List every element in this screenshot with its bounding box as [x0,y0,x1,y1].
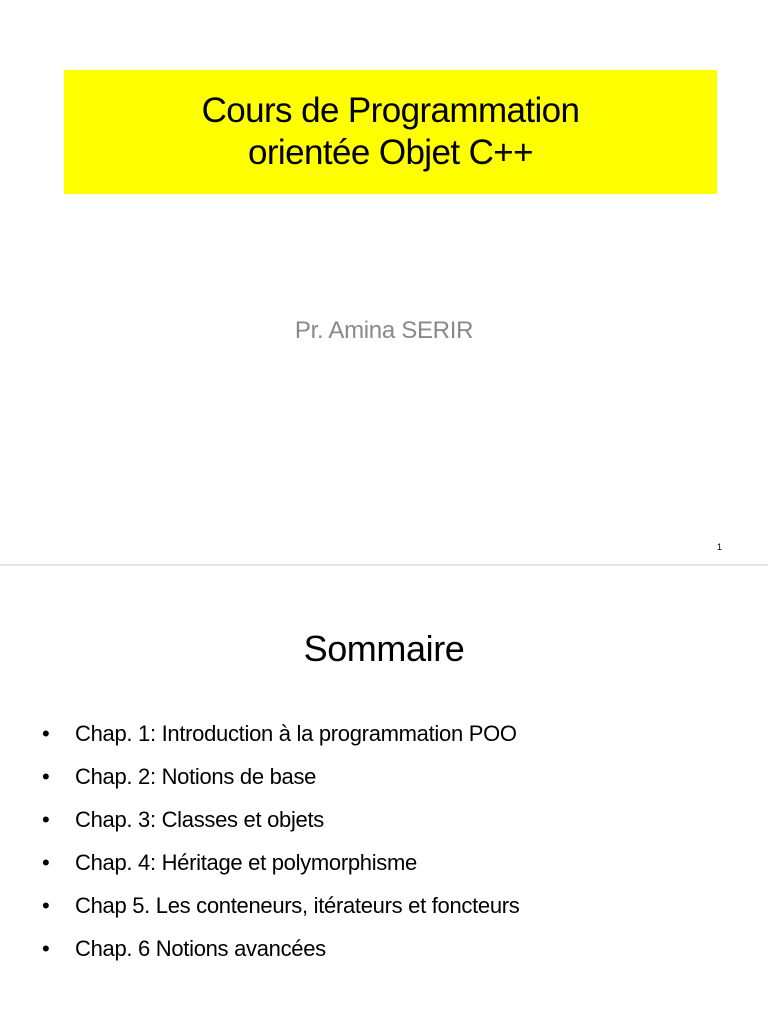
title-highlight-box [64,70,717,194]
chapter-label: Chap. 3: Classes et objets [75,807,325,832]
bullet-icon: • [42,764,50,789]
bullet-icon: • [42,893,50,918]
course-title-line-2: orientée Objet C++ [248,133,533,172]
chapter-item [42,884,520,927]
bullet-icon: • [42,807,50,832]
slide-page-number: 1 [716,542,722,552]
chapter-item [42,841,520,884]
chapter-label: Chap. 1: Introduction à la programmation POO [75,721,517,746]
chapter-item [42,798,520,841]
chapter-label: Chap. 2: Notions de base [75,764,317,789]
chapter-item [42,712,520,755]
bullet-icon: • [42,721,50,746]
author-subtitle: Pr. Amina SERIR [294,317,474,344]
summary-slide [0,566,768,1024]
chapter-item [42,755,520,798]
chapter-label: Chap 5. Les conteneurs, itérateurs et foncteurs [75,893,520,918]
chapter-label: Chap. 6 Notions avancées [75,936,326,961]
chapter-label: Chap. 4: Héritage et polymorphisme [75,850,417,875]
course-title-line-1: Cours de Programmation [201,91,580,130]
summary-title: Sommaire [303,628,465,669]
bullet-icon: • [42,850,50,875]
bullet-icon: • [42,936,50,961]
chapter-item [42,927,520,970]
chapter-list [42,712,520,970]
